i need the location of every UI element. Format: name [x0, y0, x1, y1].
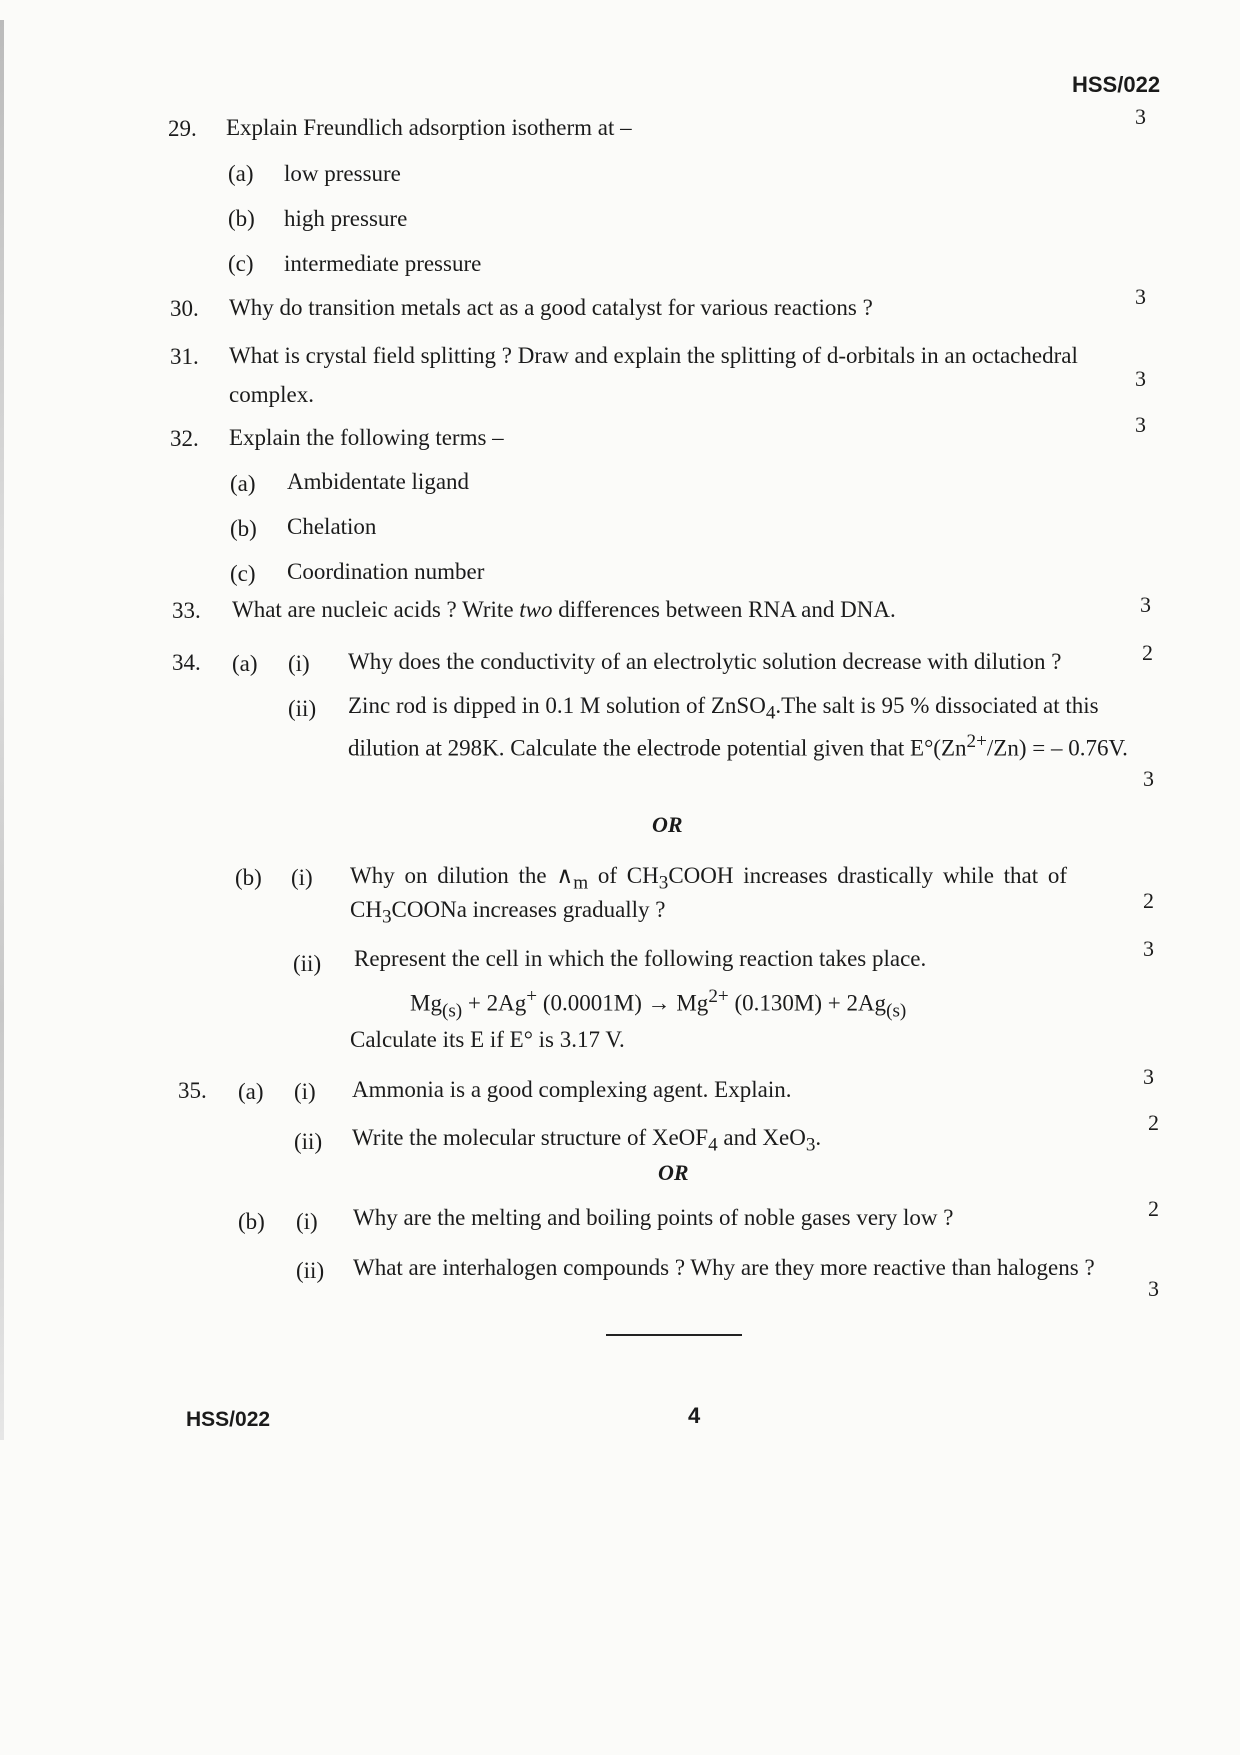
option-label: (c): [228, 251, 254, 276]
end-of-paper-rule: [606, 1334, 742, 1336]
subpart-marks: 2: [1142, 640, 1153, 665]
question-number: 35.: [178, 1078, 207, 1103]
subpart-text: Ammonia is a good complexing agent. Explain.: [352, 1077, 792, 1102]
subpart-label: (i): [288, 651, 310, 676]
subpart-text: Why does the conductivity of an electrolytic solution decrease with dilution ?: [348, 649, 1062, 674]
question-text: Explain the following terms –: [229, 425, 504, 450]
part-label: (b): [235, 865, 262, 890]
subpart-marks: 3: [1148, 1276, 1159, 1301]
subpart-text-line-1: Why on dilution the $\wedge_m$ of $CH_3COOH$ increases drastically while that of: [350, 863, 1068, 894]
option-text: high pressure: [284, 206, 408, 231]
option-label: (a): [228, 161, 254, 186]
option-label: (c): [230, 561, 256, 586]
option-label: (b): [230, 516, 257, 541]
subpart-text-line-1: Zinc rod is dipped in 0.1 M solution of ZnSO$_4$.The salt is 95 % dissociated at this: [348, 693, 1099, 724]
subpart-text-line-2: dilution at 298K. Calculate the electrode potential given that $E^\circ(Zn^{2+}/Zn)$ = – 0.76V.: [348, 731, 1128, 761]
question-number: 34.: [172, 650, 201, 675]
question-number: 33.: [172, 598, 201, 623]
question-marks: 3: [1135, 366, 1146, 391]
option-text: Ambidentate ligand: [287, 469, 470, 494]
question-marks: 3: [1135, 284, 1146, 309]
or-separator: OR: [652, 812, 683, 837]
option-text: Chelation: [287, 514, 377, 539]
subpart-text-line-2: $CH_3COONa$ increases gradually ?: [350, 897, 666, 928]
header-paper-code: HSS/022: [1072, 72, 1161, 97]
scan-edge-shadow: [0, 20, 4, 1440]
calculation-text: Calculate its E if E° is 3.17 V.: [350, 1027, 625, 1052]
subpart-text: Why are the melting and boiling points of noble gases very low ?: [353, 1205, 954, 1230]
subpart-marks: 2: [1143, 888, 1154, 913]
footer-paper-code: HSS/022: [186, 1408, 271, 1431]
subpart-text: What are interhalogen compounds ? Why are they more reactive than halogens ?: [353, 1255, 1095, 1280]
subpart-text: Write the molecular structure of XeOF$_4$ and XeO$_3$.: [352, 1125, 822, 1156]
part-label: (a): [238, 1079, 264, 1104]
question-marks: 3: [1140, 592, 1151, 617]
subpart-marks: 2: [1148, 1110, 1159, 1135]
question-number: 30.: [170, 296, 199, 321]
or-separator: OR: [658, 1160, 689, 1185]
part-label: (a): [232, 651, 258, 676]
question-number: 31.: [170, 344, 199, 369]
subpart-marks: 3: [1143, 1064, 1154, 1089]
subpart-label: (i): [294, 1079, 316, 1104]
question-text-line-1: What is crystal field splitting ? Draw and explain the splitting of d-orbitals in an octachedral: [229, 343, 1078, 368]
reaction-equation: $Mg_{(s)} + 2Ag^+$ $(0.0001M) \to Mg^{2+}$ $(0.130M) + 2Ag_{(s)}$: [410, 986, 907, 1022]
part-label: (b): [238, 1209, 265, 1234]
option-text: Coordination number: [287, 559, 485, 584]
subpart-label: (i): [291, 865, 313, 890]
option-label: (a): [230, 471, 256, 496]
subpart-label: (i): [296, 1209, 318, 1234]
subpart-label: (ii): [296, 1258, 325, 1283]
subpart-text: Represent the cell in which the following reaction takes place.: [354, 946, 927, 971]
subpart-marks: 2: [1148, 1196, 1159, 1221]
option-label: (b): [228, 206, 255, 231]
subpart-label: (ii): [294, 1129, 323, 1154]
question-marks: 3: [1135, 412, 1146, 437]
option-text: low pressure: [284, 161, 401, 186]
subpart-marks: 3: [1143, 936, 1154, 961]
page-number: 4: [688, 1403, 701, 1428]
question-number: 29.: [168, 116, 197, 141]
question-text-line-2: complex.: [229, 382, 314, 407]
question-marks: 3: [1135, 104, 1146, 129]
subpart-label: (ii): [293, 951, 322, 976]
option-text: intermediate pressure: [284, 251, 482, 276]
subpart-marks: 3: [1143, 766, 1154, 791]
question-text: Why do transition metals act as a good catalyst for various reactions ?: [229, 295, 873, 320]
question-number: 32.: [170, 426, 199, 451]
subpart-label: (ii): [288, 696, 317, 721]
question-text: What are nucleic acids ? Write two differences between RNA and DNA.: [232, 597, 896, 622]
question-text: Explain Freundlich adsorption isotherm at –: [226, 115, 632, 140]
